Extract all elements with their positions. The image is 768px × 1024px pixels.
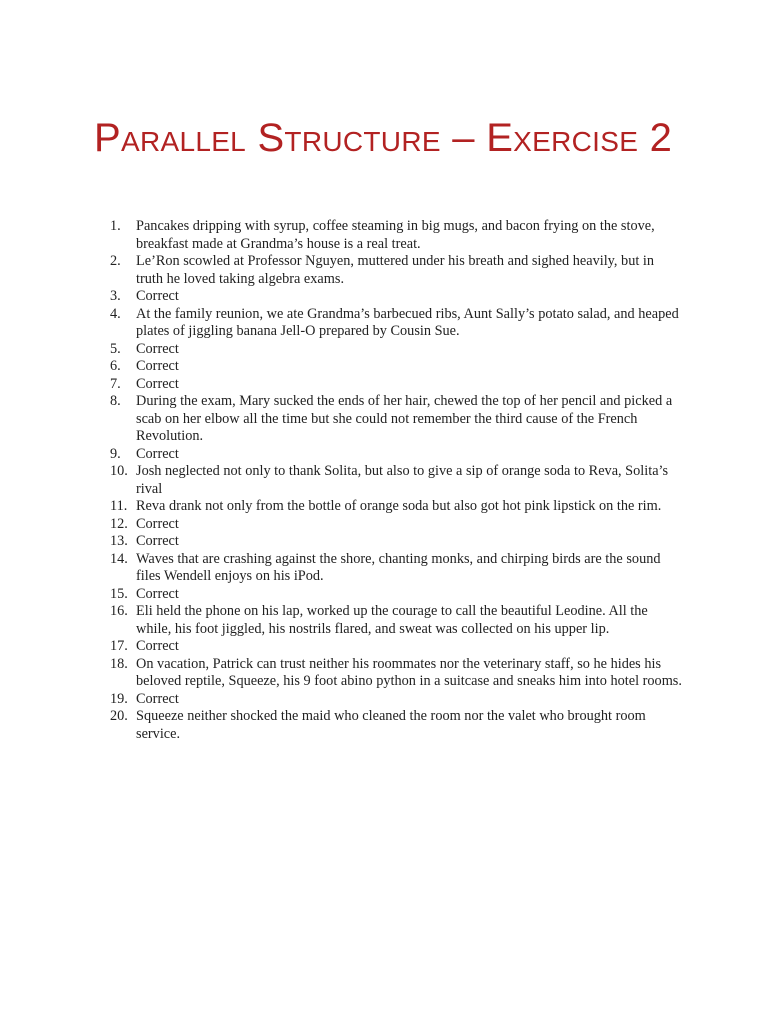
item-text: Correct: [136, 638, 179, 654]
item-text: At the family reunion, we ate Grandma’s barbecued ribs, Aunt Sally’s potato salad, and heaped plates of jiggling banana Jell-O prepared by Cousin Sue.: [136, 305, 679, 339]
list-item: [110, 691, 682, 709]
list-item: [110, 533, 682, 551]
item-text: Correct: [136, 375, 179, 392]
item-number: 20.: [110, 708, 128, 724]
item-number: 13.: [110, 533, 128, 549]
item-number: 3.: [110, 288, 121, 304]
item-number: 14.: [110, 550, 128, 567]
item-number: 15.: [110, 585, 128, 602]
list-item: [110, 446, 682, 464]
item-text: On vacation, Patrick can trust neither his roommates nor the veterinary staff, so he hides his beloved reptile, Squeeze, his 9 foot abino python in a suitcase and sneaks him into hotel rooms.: [136, 655, 682, 689]
item-number: 11.: [110, 498, 128, 514]
list-item: [110, 656, 682, 691]
item-text: Squeeze neither shocked the maid who cleaned the room nor the valet who brought room service.: [136, 708, 646, 742]
item-text: Reva drank not only from the bottle of orange soda but also got hot pink lipstick on the rim.: [136, 498, 662, 514]
item-number: 17.: [110, 638, 128, 654]
list-item: [110, 708, 682, 743]
item-text: During the exam, Mary sucked the ends of her hair, chewed the top of her pencil and picked a scab on her elbow all the time but she could not remember the third cause of the French Revolution.: [136, 393, 673, 444]
list-item: [110, 603, 682, 638]
item-number: 12.: [110, 515, 128, 532]
item-text: Correct: [136, 340, 179, 357]
item-number: 8.: [110, 393, 121, 409]
item-text: Eli held the phone on his lap, worked up the courage to call the beautiful Leodine. All the while, his foot jiggled, his nostrils flared, and sweat was collected on his upper lip.: [136, 603, 648, 637]
list-item: [110, 358, 682, 376]
item-text: Josh neglected not only to thank Solita, but also to give a sip of orange soda to Reva, Solita’s rival: [136, 463, 669, 497]
item-number: 4.: [110, 305, 121, 322]
list-item: [110, 516, 682, 534]
item-text: Correct: [136, 358, 179, 374]
list-item: [110, 288, 682, 306]
item-text: Pancakes dripping with syrup, coffee steaming in big mugs, and bacon frying on the stove, breakfast made at Grandma’s house is a real treat.: [136, 218, 655, 252]
item-number: 19.: [110, 690, 128, 707]
item-text: Correct: [136, 445, 179, 462]
list-item: [110, 341, 682, 359]
item-text: Le’Ron scowled at Professor Nguyen, muttered under his breath and sighed heavily, but in truth he loved taking algebra exams.: [136, 253, 655, 287]
item-number: 2.: [110, 253, 121, 269]
list-item: [110, 498, 682, 516]
item-text: Correct: [136, 515, 179, 532]
item-number: 1.: [110, 218, 121, 234]
item-number: 7.: [110, 375, 121, 392]
list-item: [110, 586, 682, 604]
item-number: 18.: [110, 655, 128, 672]
item-number: 16.: [110, 603, 128, 619]
list-item: [110, 376, 682, 394]
list-item: [110, 393, 682, 446]
item-number: 9.: [110, 445, 121, 462]
item-number: 5.: [110, 340, 121, 357]
item-text: Correct: [136, 585, 179, 602]
list-item: [110, 551, 682, 586]
list-item: [110, 253, 682, 288]
item-text: Waves that are crashing against the shore, chanting monks, and chirping birds are the sound files Wendell enjoys on his iPod.: [136, 550, 661, 584]
list-item: [110, 218, 682, 253]
item-text: Correct: [136, 533, 179, 549]
list-item: [110, 638, 682, 656]
item-text: Correct: [136, 288, 179, 304]
item-number: 6.: [110, 358, 121, 374]
item-text: Correct: [136, 690, 179, 707]
list-item: [110, 306, 682, 341]
list-item: [110, 463, 682, 498]
page-title: Parallel Structure – Exercise 2: [94, 116, 673, 160]
answer-list: [110, 218, 682, 743]
item-number: 10.: [110, 463, 128, 479]
